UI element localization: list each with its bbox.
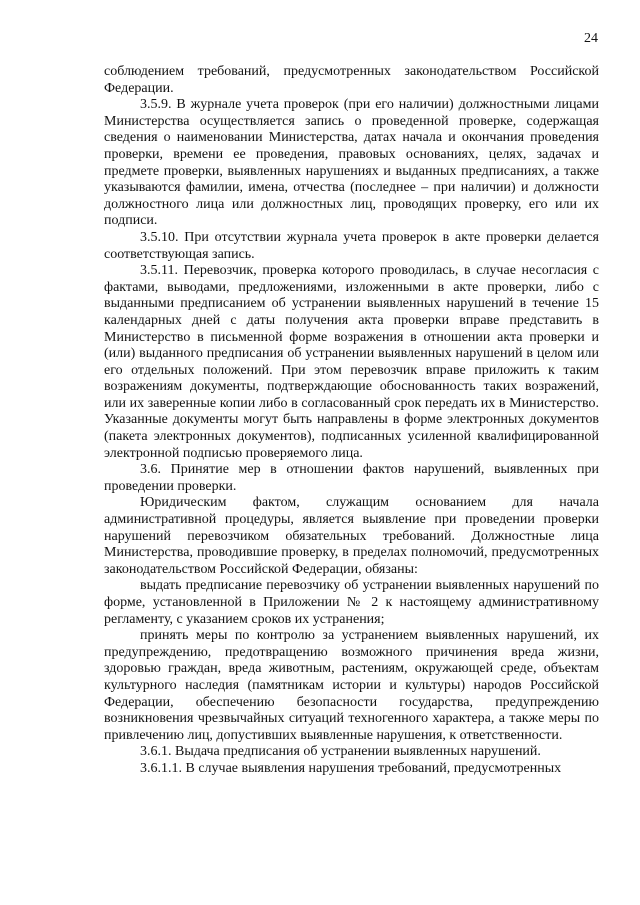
paragraph-3-5-11: 3.5.11. Перевозчик, проверка которого проводилась, в случае несогласия с фактами, выводами, предложениями, изложенными в акте проверки, либо с выданными предписанием об устранении выявленных нарушений в течение 15 календарных дней с даты получения акта проверки вправе представить в Министерство в письменной форме возражения в отношении акта проверки и (или) выданного предписания об устранении выявленных нарушений в целом или его отдельных положений. При этом перевозчик вправе приложить к таким возражениям документы, подтверждающие обоснованность таких возражений, или их заверенные копии либо в согласованный срок передать их в Министерство. Указанные документы могут быть направлены в форме электронных документов (пакета электронных документов), подписанных усиленной квалифицированной электронной подписью проверяемого лица. <box>104 263 599 461</box>
paragraph-3-6-1: 3.6.1. Выдача предписания об устранении выявленных нарушений. <box>140 744 541 760</box>
paragraph-continuation: соблюдением требований, предусмотренных законодательством Российской Федерации. <box>104 64 599 96</box>
document-body <box>104 64 599 778</box>
page-number: 24 <box>584 31 598 46</box>
paragraph-3-6: 3.6. Принятие мер в отношении фактов нарушений, выявленных при проведении проверки. <box>104 462 599 494</box>
paragraph-issue-order: выдать предписание перевозчику об устранении выявленных нарушений по форме, установленной в Приложении № 2 к настоящему административному регламенту, с указанием сроков их устранения; <box>104 578 599 627</box>
paragraph-control-measures: принять меры по контролю за устранением выявленных нарушений, их предупреждению, предотвращению возможного причинения вреда жизни, здоровью граждан, вреда животным, растениям, окружающей среде, объектам культурного наследия (памятникам истории и культуры) народов Российской Федерации, обеспечению безопасности государства, предупреждению возникновения чрезвычайных ситуаций техногенного характера, а также меры по привлечению лиц, допустивших выявленные нарушения, к ответственности. <box>104 628 599 743</box>
paragraph-3-5-10: 3.5.10. При отсутствии журнала учета проверок в акте проверки делается соответствующая запись. <box>104 229 599 262</box>
paragraph-3-5-9: 3.5.9. В журнале учета проверок (при его наличии) должностными лицами Министерства осуществляется запись о проведенной проверке, содержащая сведения о наименовании Министерства, датах начала и окончания проведения проверки, времени ее проведения, правовых основаниях, целях, задачах и предмете проверки, выявленных нарушениях и выданных предписаниях, а также указываются фамилии, имена, отчества (последнее – при наличии) и должности должностного лица или должностных лиц, проводящих проверку, его или их подписи. <box>104 97 599 229</box>
paragraph-legal-fact: Юридическим фактом, служащим основанием для начала административной процедуры, является выявление при проведении проверки нарушений перевозчиком обязательных требований. Должностные лица Министерства, проводившие проверку, в пределах полномочий, предусмотренных законодательством Российской Федерации, обязаны: <box>104 495 599 577</box>
paragraph-3-6-1-1: 3.6.1.1. В случае выявления нарушения требований, предусмотренных <box>140 760 562 776</box>
